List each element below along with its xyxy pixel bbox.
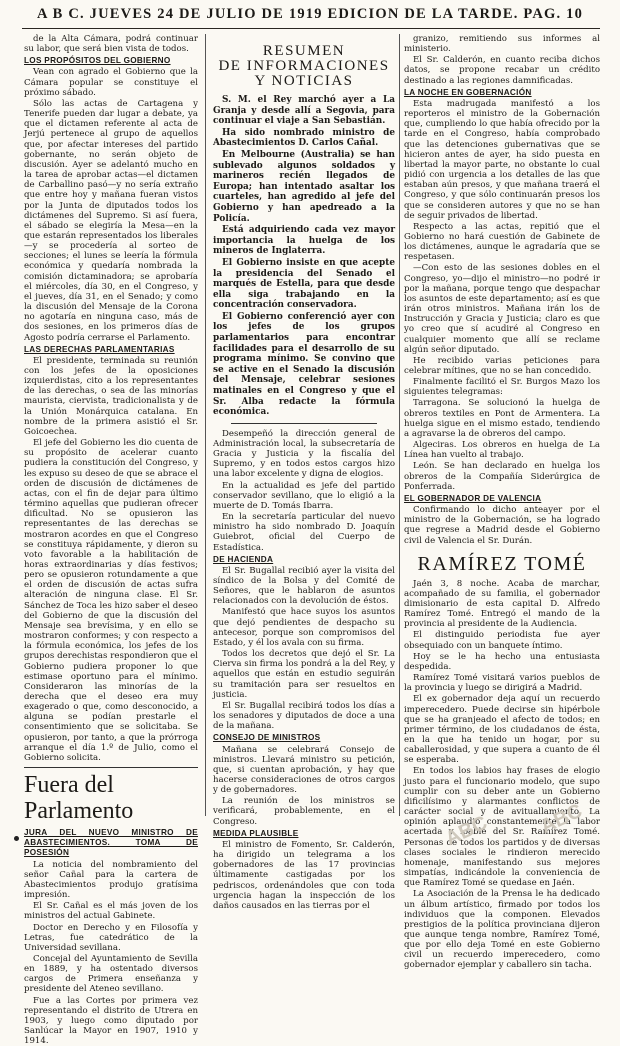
section-heading: CONSEJO DE MINISTROS bbox=[213, 733, 321, 743]
paragraph: La Asociación de la Prensa le ha dedicado un álbum artístico, firmado por todos los individuos que la componen. Elevados prestigios de la política provinciana dijeron que aunque tenga nombre, Ramírez Tomé, que por ello deja Tomé en este Gobierno civil un recuerdo imperecedero, como gobernador ejemplar y caballero sin tacha. bbox=[404, 889, 600, 971]
paragraph: El distinguido periodista fue ayer obsequiado con un banquete íntimo. bbox=[404, 630, 600, 651]
page-header: A B C. JUEVES 24 DE JULIO DE 1919 EDICION DE LA TARDE. PAG. 10 bbox=[36, 6, 584, 22]
section-heading: JURA DEL NUEVO MINISTRO DE ABASTECIMIENTOS. TOMA DE POSESIÓN bbox=[24, 828, 198, 858]
paragraph: Jaén 3, 8 noche. Acaba de marchar, acompañado de su familia, el gobernador dimisionario de esta capital D. Alfredo Ramírez Tomé. Entregó el mando de la provincia al presidente de la Audiencia. bbox=[404, 578, 600, 630]
summary-title-line: DE INFORMACIONES bbox=[218, 58, 390, 74]
section-heading: LA NOCHE EN GOBERNACIÓN bbox=[404, 87, 532, 97]
section-heading: LAS DERECHAS PARLAMENTARIAS bbox=[24, 344, 175, 354]
section-heading: EL GOBERNADOR DE VALENCIA bbox=[404, 493, 542, 503]
paragraph: En la secretaría particular del nuevo ministro ha sido nombrado D. Joaquín Guiebrot, oficial del Cuerpo de Estadística. bbox=[213, 512, 395, 553]
registration-mark bbox=[14, 836, 19, 841]
column-2 bbox=[213, 34, 395, 911]
paragraph: El ministro de Fomento, Sr. Calderón, ha dirigido un telegrama a los gobernadores de las 17 provincias últimamente castigadas por los pedriscos, ordenándoles que con toda urgencia hagan la inspección de los daños causados en las tierras por el bbox=[213, 839, 395, 911]
paragraph: Vean con agrado el Gobierno que la Cámara popular se constituye el próximo sábado. bbox=[24, 67, 198, 98]
summary-item: El Gobierno insiste en que acepte la presidencia del Senado el marqués de Estella, para que desde ella siga trabajando en la concentración conservadora. bbox=[213, 257, 395, 311]
summary-title bbox=[213, 44, 395, 89]
section-heading: MEDIDA PLAUSIBLE bbox=[213, 828, 299, 838]
paragraph: El ex gobernador deja aquí un recuerdo imperecedero. Puede decirse sin hipérbole que se ha granjeado el afecto de todos; en primer término, de los ciudadanos de ésta, en la que ha tenido un hogar, por su caballerosidad, y que supera a cuanto de él se esperaba. bbox=[404, 694, 600, 766]
paragraph: Desempeñó la dirección general de Administración local, la subsecretaría de Gracia y Justicia y la fiscalía del Supremo, y en todos estos cargos hizo una labor excelente y digna de elogios. bbox=[213, 428, 395, 480]
watermark: ABC bbox=[442, 811, 491, 851]
paragraph: de la Alta Cámara, podrá continuar su labor, que será bien vista de todos. bbox=[24, 34, 198, 55]
paragraph: Algeciras. Los obreros en huelga de La Línea han vuelto al trabajo. bbox=[404, 440, 600, 461]
header-rule bbox=[22, 28, 600, 29]
paragraph: El jefe del Gobierno les dio cuenta de su propósito de acelerar cuanto pudiera la constitución del Congreso, y les expuso su deseo de que se abrace el orden de discusión de dictámenes de actas, con el fin de dejar para último término aquellas que pudieran ofrecer dificultad. No se opusieron las representantes de las derechas se mostraron acordes en que el Congreso se constituya rápidamente, y dieron su voto favorable a la habilitación de horas extraordinarias y días festivos; pero se opusieron rotundamente a que el orden de discusión de actas sufra alteración de ninguna clase. El Sr. Sánchez de Toca les hizo saber el deseo del Gobierno de que la discusión del Mensaje sea brevísima, y en ello se mostraron conformes; y con respecto a la fórmula económica, los jefes de los grupos derechistas respondieron que el Gobierno pudiera proponer lo que estimase oportuno para el mínimo. Consideraron las minorías de la derecha que el deseo era muy exagerado o que, como desconocido, a alguna se podían prestarle el consentimiento que se solicitaba. Se opusieron, por tanto, a que la prórroga arranque el día 1.º de Julio, como el Gobierno solicita. bbox=[24, 438, 198, 763]
summary-title-line: RESUMEN bbox=[262, 43, 346, 59]
column-divider bbox=[399, 34, 400, 816]
paragraph: Concejal del Ayuntamiento de Sevilla en 1889, y ha ostentado diversos cargos de Primera enseñanza y presidente del Ateneo sevillano. bbox=[24, 953, 198, 995]
summary-title-line: Y NOTICIAS bbox=[254, 73, 354, 89]
section-heading: LOS PROPÓSITOS DEL GOBIERNO bbox=[24, 56, 171, 66]
section-heading: DE HACIENDA bbox=[213, 554, 274, 564]
summary-item: S. M. el Rey marchó ayer a La Granja y desde allí a Segovia, para continuar el viaje a San Sebastián. bbox=[213, 95, 395, 127]
summary-item: El Gobierno conferenció ayer con los jefes de los grupos parlamentarios para encontrar facilidades para el desarrollo de su programa mínimo. Se convino que se active en el Senado la discusión del Mensaje, celebrar sesiones matinales en el Congreso y que el Sr. Alba redacte la fórmula económica. bbox=[213, 311, 395, 418]
paragraph: La noticia del nombramiento del señor Cañal para la cartera de Abastecimientos produjo gratísima impresión. bbox=[24, 859, 198, 901]
paragraph: El presidente, terminada su reunión con los jefes de la oposiciones izquierdistas, cito a los representantes de las derechas, o sea de las minorías maurista, ciervista, tradicionalista y de la Unión Monárquica catalana. En nombre de la primera asistió el Sr. Goicoechea. bbox=[24, 355, 198, 437]
separator bbox=[231, 423, 377, 424]
paragraph: Tarragona. Se solucionó la huelga de obreros textiles en Pont de Armentera. La huelga sigue en el mismo estado, tendiendo a agravarse la de obreros del campo. bbox=[404, 398, 600, 439]
paragraph: Ramírez Tomé visitará varios pueblos de la provincia y luego se dirigirá a Madrid. bbox=[404, 673, 600, 694]
article-title: RAMÍREZ TOMÉ bbox=[417, 552, 587, 575]
paragraph: Respecto a las actas, repitió que el Gobierno no hará cuestión de Gabinete de los dictámenes, aunque le agradaría que se respetasen. bbox=[404, 221, 600, 263]
paragraph: Confirmando lo dicho anteayer por el ministro de la Gobernación, se ha logrado que regrese a Madrid desde el Gobierno civil de Valencia el Sr. Durán. bbox=[404, 505, 600, 546]
summary-item: Ha sido nombrado ministro de Abastecimientos D. Carlos Cañal. bbox=[213, 127, 395, 149]
watermark: ABC bbox=[537, 799, 586, 839]
paragraph: granizo, remitiendo sus informes al ministerio. bbox=[404, 34, 600, 55]
paragraph: Esta madrugada manifestó a los reporteros el ministro de la Gobernación que, cumpliendo lo que había ofrecido por la tarde en el Congreso, había comprobado que las detenciones gubernativas que se hicieron antes de ayer, ha sido puesta en libertad la mayor parte, no obstante lo cual pidió con urgencia a los detalles de las que estaban aún presos, y que mañana traerá el Congreso, y que sólo continuarán presos los que se consideren autores y que no se han de seguir privados de libertad. bbox=[404, 98, 600, 221]
summary-item: En Melbourne (Australia) se han sublevado algunos soldados y marineros recién llegados de Europa; han intentado asaltar los cuarteles, han agredido al jefe del Gobierno y han apedreado a la Policía. bbox=[213, 149, 395, 224]
paragraph: —Con esto de las sesiones dobles en el Congreso, yo—dijo el ministro—no podré ir por la mañana, porque tengo que despachar los asuntos de este departamento; así es que irán otros ministros. Mañana irán los de Instrucción y Gracia y Justicia; claro es que yo creo que sí acudiré al Congreso en cualquier momento que allí se reclame algún señor diputado. bbox=[404, 263, 600, 355]
paragraph: León. Se han declarado en huelga los obreros de la Compañía Siderúrgica de Ponferrada. bbox=[404, 461, 600, 492]
paragraph: El Sr. Bugallal recibió ayer la visita del síndico de la Bolsa y del Comité de Señores, que le hablaron de asuntos relacionados con la devolución de éstos. bbox=[213, 565, 395, 607]
paragraph: Manifestó que hace suyos los asuntos que dejó pendientes de despacho su antecesor, porque son compromisos del Estado, y él los avala con su firma. bbox=[213, 607, 395, 648]
paragraph: Mañana se celebrará Consejo de ministros. Llevará ministro su petición, que, si cuentan aprobación, y hay que hacerse consideraciones de otros cargos y de gobernadores. bbox=[213, 744, 395, 796]
paragraph: He recibido varias peticiones para celebrar mítines, que no se han concedido. bbox=[404, 355, 600, 376]
summary-item: Está adquiriendo cada vez mayor importancia la huelga de los mineros de Inglaterra. bbox=[213, 225, 395, 257]
paragraph: Finalmente facilitó el Sr. Burgos Mazo los siguientes telegramas: bbox=[404, 377, 600, 398]
column-divider bbox=[205, 34, 206, 816]
paragraph: Doctor en Derecho y en Filosofía y Letras, fue catedrático de la Universidad sevillana. bbox=[24, 922, 198, 953]
paragraph: Hoy se le ha hecho una entusiasta despedida. bbox=[404, 651, 600, 672]
paragraph: La reunión de los ministros se verificará, probablemente, en el Congreso. bbox=[213, 796, 395, 827]
paragraph: Todos los decretos que dejó el Sr. La Cierva sin firma los pondrá a la del Rey, y aquellos que están en estudio seguirán su tramitación para ser resueltos en justicia. bbox=[213, 649, 395, 700]
section-title: Fuera del Parlamento bbox=[24, 767, 198, 824]
paragraph: El Sr. Cañal es el más joven de los ministros del actual Gabinete. bbox=[24, 901, 198, 922]
paragraph: Sólo las actas de Cartagena y Tenerife pueden dar lugar a debate, ya que el dictamen referente al acta de Jerjú pertenece al grupo de aquellos que, por afectar intereses del partido gobernante, no serán objeto de discusión. Ayer se adelantó mucho en la tarea de aprobar actas—el dictamen de Carballino pasó—y no sería extraño que entre hoy y mañana fueran vistos por la Junta de diputados todos los dictámenes del Supremo. Si así fuera, el sábado se elegiría la Mesa—en la que estarán representados los liberales—y se procedería al sorteo de secciones; el lunes se leería la fórmula económica y quedaría nombrada la comisión dictaminadora; se aprobaría el miércoles, día 30, en el Congreso, y el jueves, día 31, en el Senado; y como la discusión del Mensaje de la Corona no agotaría en ninguna caso, más de dos sesiones, en los primeros días de Agosto podría cerrarse el Parlamento. bbox=[24, 98, 198, 343]
paragraph: Fue a las Cortes por primera vez representando el distrito de Utrera en 1903, y luego como diputado por Sanlúcar la Mayor en 1907, 1910 y 1914. bbox=[24, 995, 198, 1046]
paragraph: En la actualidad es jefe del partido conservador sevillano, que lo eligió a la muerte de D. Tomás Ibarra. bbox=[213, 480, 395, 511]
paragraph: El Sr. Calderón, en cuanto reciba dichos datos, se propone recabar un crédito destinado a las regiones damnificadas. bbox=[404, 55, 600, 86]
paragraph: El Sr. Bugallal recibirá todos los días a los senadores y diputados de doce a una de la mañana. bbox=[213, 700, 395, 732]
column-1 bbox=[24, 34, 198, 1046]
paragraph: En todos los labios hay frases de elogio justo para el funcionario modelo, que supo cumplir con su deber ante un Gobierno dificilísimo y alarmantes conflictos de carácter social y de avituallamiento. La opinión aplaudió constantemente la labor acertada y loable del Sr. Ramírez Tomé. Personas de todos los partidos y de diversas clases sociales le rindieron merecido homenaje, manifestando sus mejores simpatías, indicándole la conveniencia de que Ramírez Tomé se quedase en Jaén. bbox=[404, 766, 600, 889]
